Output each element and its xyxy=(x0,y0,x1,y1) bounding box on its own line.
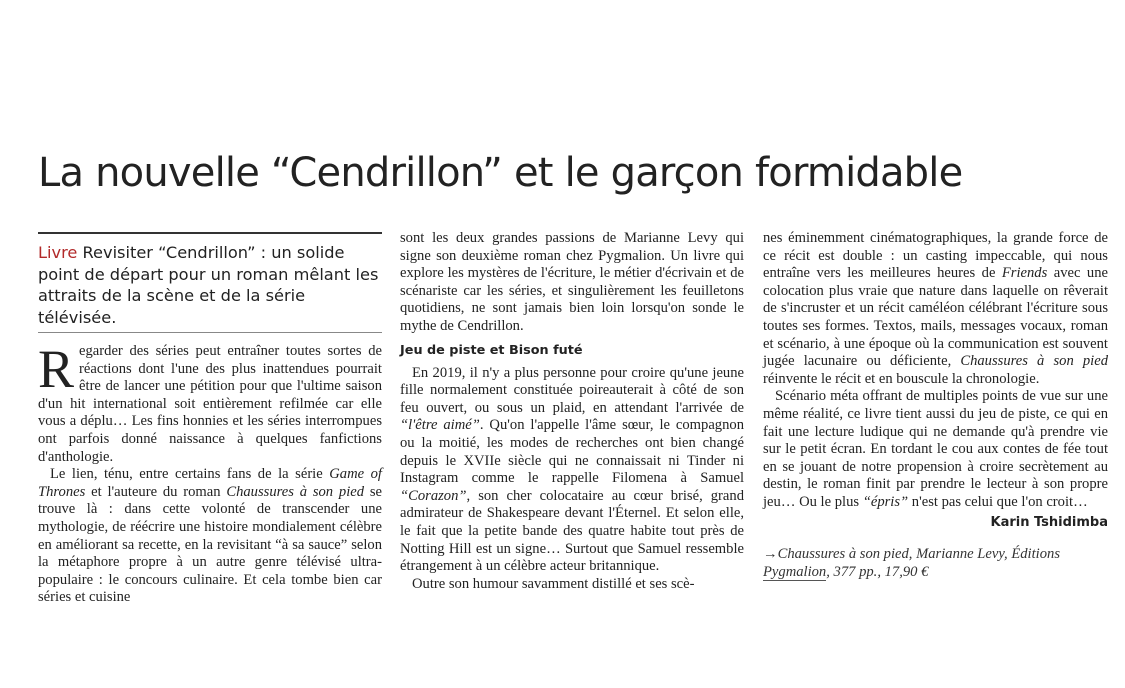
paragraph-text: nes éminemment cinématographiques, la grande force de ce récit est double : un casting impeccable, qui nous entraîne vers les meilleures heures de xyxy=(763,230,1108,282)
series-title: Game of Thrones xyxy=(38,466,382,500)
paragraph-text: . Qu'on l'appelle l'âme sœur, le compagnon ou la moitié, les modes de recherches ont bien changé depuis le XVIIe siècle qui ne connaissait ni Tinder ni Instagram comme le rappelle Filomena à Samuel xyxy=(400,417,744,487)
paragraph-text: En 2019, il n'y a plus personne pour croire qu'une jeune fille normalement constituée poireauterait à côté de son feu ouvert, ou sous un plaid, en attendant l'arrivée de xyxy=(400,364,744,416)
paragraph xyxy=(400,365,744,576)
reference-text: Chaussures à son pied, Marianne Levy, Éditions xyxy=(777,546,1060,563)
article-deck xyxy=(38,242,382,333)
section-kicker: Livre xyxy=(38,243,78,262)
publisher-name: Pygmalion xyxy=(763,564,827,581)
paragraph: Outre son humour savamment distillé et ses scè- xyxy=(412,575,695,592)
paragraph-text: et l'auteure du roman xyxy=(85,483,227,500)
article-column-3 xyxy=(763,230,1108,581)
series-title: Friends xyxy=(1001,265,1048,282)
paragraph-text: , son cher colocataire au cœur brisé, grand admirateur de Shakespeare devant l'Éternel. Et selon elle, le fait que la petite bande des quatre habite tout près de Notting Hill est un signe… Surtout que Samuel ressemble étrangement à un célèbre acteur britannique. xyxy=(400,487,744,575)
book-reference xyxy=(763,545,1108,581)
quote-italic: “Corazon” xyxy=(400,487,467,504)
paragraph-text: se trouve là : dans cette volonté de transcender une mythologie, de réécrire une histoire mondialement célèbre en améliorant sa recette, en la revisitant “à sa sauce” selon la métaphore propre à un autre genre télévisé ultra-populaire : le concours culinaire. Et cela tombe bien car séries et cuisine xyxy=(38,483,383,606)
paragraph: sont les deux grandes passions de Marianne Levy qui signe son deuxième roman chez Pygmalion. Un livre qui explore les mystères de l'écriture, le métier d'écrivain et de scénariste car les séries, et singulièrement les feuilletons quotidiens, ne sont jamais bien loin lorsqu'on sonde le mythe de Cendrillon. xyxy=(400,230,744,334)
paragraph-intro: Regarder des séries peut entraîner toutes sortes de réactions dont l'une des plus inattendues pourrait être de lancer une pétition pour que l'ultime saison d'un hit international soit entièrement refilmée car elle vous a déplu… Les fins honnies et les séries interrompues ont parfois donné naissance à quelques fanfictions d'anthologie. xyxy=(38,339,382,465)
paragraph xyxy=(38,466,382,607)
quote-italic: “épris” xyxy=(862,493,909,510)
paragraph-text: Le lien, ténu, entre certains fans de la série xyxy=(50,466,330,483)
paragraph-text: avec une colocation plus vraie que nature dans laquelle on rêverait de s'incruster et un récit caméléon célébrant l'écriture sous toutes ses formes. Textos, mails, messages vocaux, roman et scénario, à une époque où la communication est souvent jugée lacunaire ou déficiente, xyxy=(763,265,1108,370)
paragraph-text: Scénario méta offrant de multiples points de vue sur une même réalité, ce livre tient aussi du jeu de piste, ce qui en fait une lecture ludique qui ne demande qu'à prendre vie sur le petit écran. En tordant le cou aux contes de fée tout en se jouant de notre propension à croire secrètement au destin, le roman finit par prendre le lecteur à son propre jeu… Ou le plus xyxy=(763,388,1108,510)
paragraph-text: n'est pas celui que l'on croit… xyxy=(908,493,1088,510)
article-column-2 xyxy=(400,230,744,593)
section-subhead: Jeu de piste et Bison futé xyxy=(400,342,583,358)
paragraph xyxy=(763,388,1108,511)
paragraph-text: réinvente le récit et en bouscule la chronologie. xyxy=(763,370,1040,387)
quote-italic: “l'être aimé” xyxy=(400,417,480,434)
article-headline: La nouvelle “Cendrillon” et le garçon formidable xyxy=(38,150,963,196)
arrow-icon: → xyxy=(763,546,778,563)
paragraph xyxy=(763,230,1108,388)
author-byline: Karin Tshidimba xyxy=(990,514,1108,530)
deck-text: Revisiter “Cendrillon” : un solide point de départ pour un roman mêlant les attraits de la scène et de la série télévisée. xyxy=(38,243,379,327)
top-rule xyxy=(38,232,382,234)
article-column-1 xyxy=(38,232,382,607)
book-title: Chaussures à son pied xyxy=(960,353,1108,370)
book-title: Chaussures à son pied xyxy=(226,483,365,500)
reference-text: , 377 pp., 17,90 € xyxy=(826,564,929,581)
